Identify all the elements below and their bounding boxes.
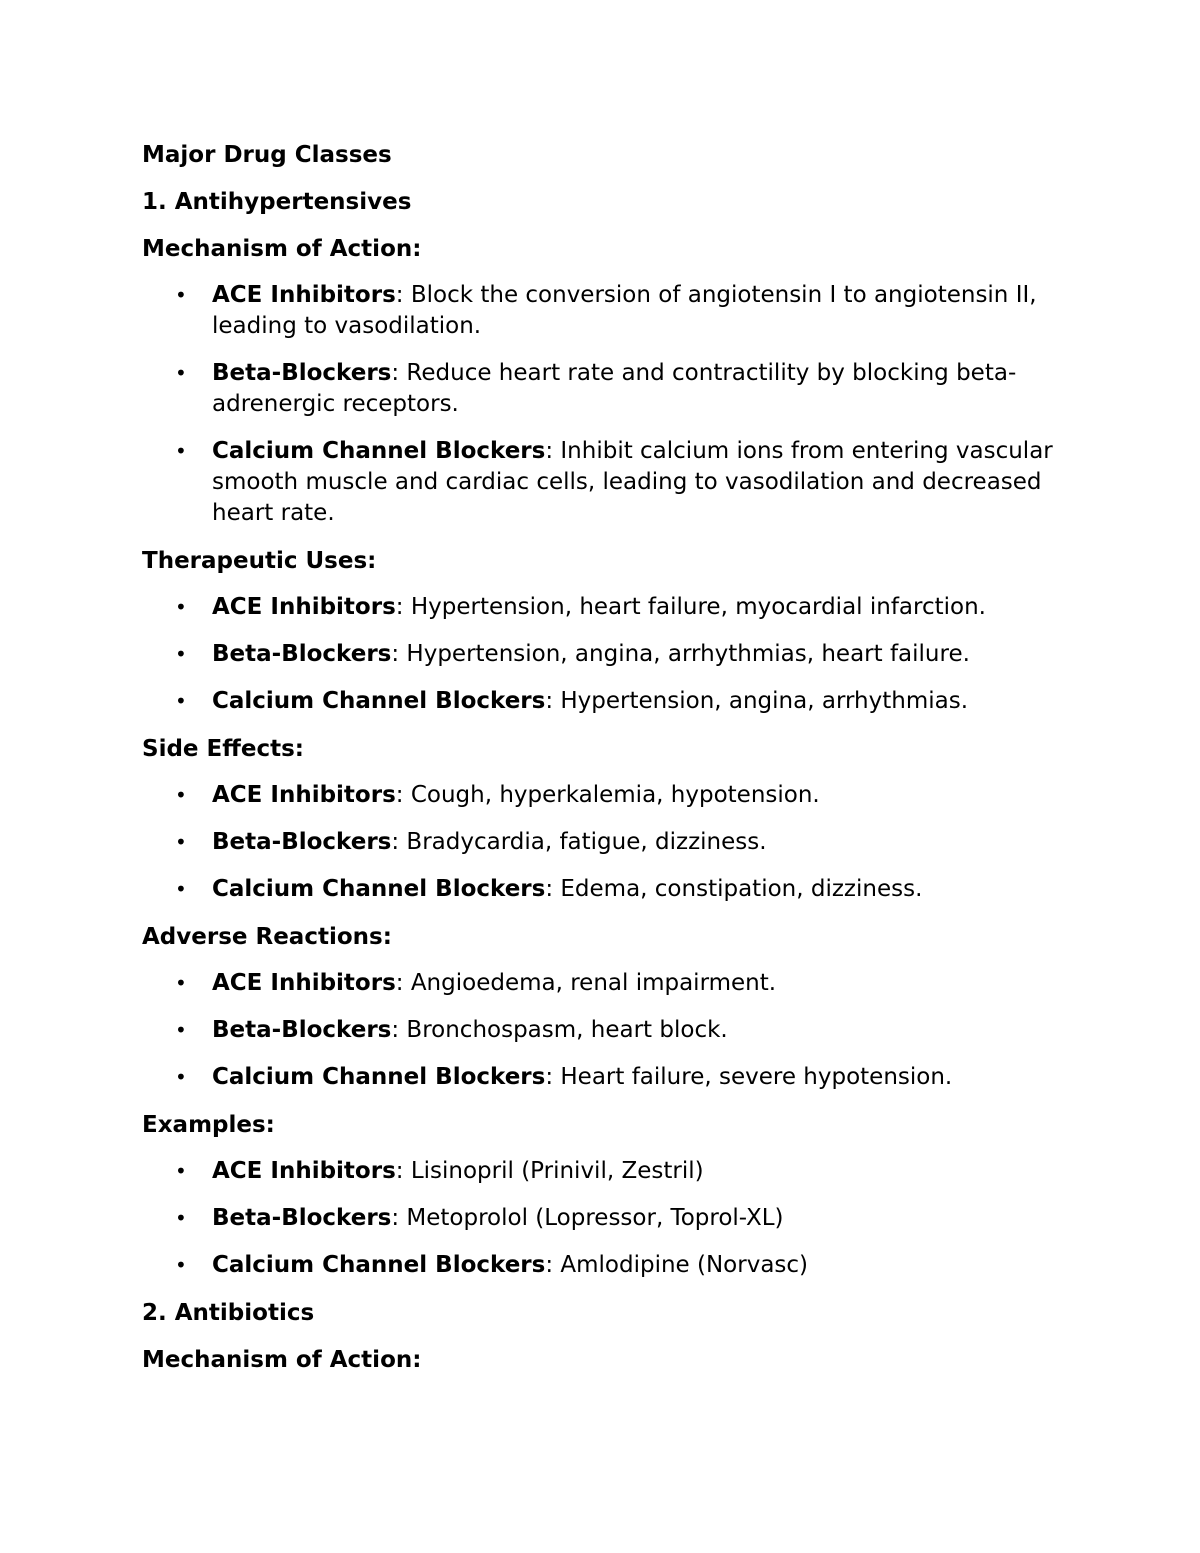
item-text: : Reduce heart rate and contractility by blocking beta-adrenergic receptors. bbox=[212, 360, 1017, 417]
item-text: : Angioedema, renal impairment. bbox=[395, 970, 777, 996]
list-item bbox=[142, 1156, 1072, 1187]
bullet-icon: • bbox=[175, 283, 187, 307]
item-text: : Bronchospasm, heart block. bbox=[391, 1017, 728, 1043]
drug-class-term: Beta-Blockers bbox=[212, 641, 392, 667]
bullet-icon: • bbox=[175, 971, 187, 995]
examples-list bbox=[142, 1156, 1072, 1281]
list-item bbox=[142, 874, 1072, 905]
item-text: : Lisinopril (Prinivil, Zestril) bbox=[395, 1158, 704, 1184]
bullet-icon: • bbox=[175, 1159, 187, 1183]
item-text: : Hypertension, heart failure, myocardial infarction. bbox=[395, 594, 986, 620]
drug-class-term: Beta-Blockers bbox=[212, 360, 392, 386]
subsection-heading-examples: Examples: bbox=[142, 1112, 275, 1138]
bullet-icon: • bbox=[175, 689, 187, 713]
section-heading-antibiotics: 2. Antibiotics bbox=[142, 1300, 315, 1326]
item-text: : Bradycardia, fatigue, dizziness. bbox=[391, 829, 767, 855]
list-item bbox=[142, 1250, 1072, 1281]
drug-class-term: Calcium Channel Blockers bbox=[212, 1252, 546, 1278]
drug-class-term: ACE Inhibitors bbox=[212, 594, 396, 620]
bullet-icon: • bbox=[175, 439, 187, 463]
list-item bbox=[142, 1203, 1072, 1234]
list-item bbox=[142, 780, 1072, 811]
adverse-reactions-list bbox=[142, 968, 1072, 1093]
bullet-icon: • bbox=[175, 1065, 187, 1089]
subsection-heading-adverse-reactions: Adverse Reactions: bbox=[142, 924, 392, 950]
bullet-icon: • bbox=[175, 595, 187, 619]
drug-class-term: Calcium Channel Blockers bbox=[212, 438, 546, 464]
list-item bbox=[142, 968, 1072, 999]
list-item bbox=[142, 686, 1072, 717]
bullet-icon: • bbox=[175, 877, 187, 901]
bullet-icon: • bbox=[175, 1253, 187, 1277]
item-text: : Hypertension, angina, arrhythmias, heart failure. bbox=[391, 641, 970, 667]
drug-class-term: ACE Inhibitors bbox=[212, 970, 396, 996]
subsection-heading-side-effects: Side Effects: bbox=[142, 736, 304, 762]
drug-class-term: ACE Inhibitors bbox=[212, 782, 396, 808]
mechanism-list bbox=[142, 280, 1072, 529]
item-text: : Hypertension, angina, arrhythmias. bbox=[545, 688, 969, 714]
drug-class-term: ACE Inhibitors bbox=[212, 1158, 396, 1184]
list-item bbox=[142, 358, 1072, 420]
bullet-icon: • bbox=[175, 783, 187, 807]
section-heading-antihypertensives: 1. Antihypertensives bbox=[142, 189, 412, 215]
list-item bbox=[142, 1015, 1072, 1046]
drug-class-term: Calcium Channel Blockers bbox=[212, 1064, 546, 1090]
list-item bbox=[142, 827, 1072, 858]
subsection-heading-mechanism: Mechanism of Action: bbox=[142, 1347, 422, 1373]
item-text: : Block the conversion of angiotensin I to angiotensin II, leading to vasodilation. bbox=[212, 282, 1037, 339]
drug-class-term: Beta-Blockers bbox=[212, 829, 392, 855]
drug-class-term: Beta-Blockers bbox=[212, 1017, 392, 1043]
drug-class-term: Beta-Blockers bbox=[212, 1205, 392, 1231]
side-effects-list bbox=[142, 780, 1072, 905]
list-item bbox=[142, 436, 1072, 529]
bullet-icon: • bbox=[175, 1018, 187, 1042]
document-page bbox=[142, 139, 1072, 1391]
item-text: : Amlodipine (Norvasc) bbox=[545, 1252, 809, 1278]
bullet-icon: • bbox=[175, 361, 187, 385]
bullet-icon: • bbox=[175, 1206, 187, 1230]
document-title: Major Drug Classes bbox=[142, 142, 392, 168]
subsection-heading-mechanism: Mechanism of Action: bbox=[142, 236, 422, 262]
item-text: : Edema, constipation, dizziness. bbox=[545, 876, 923, 902]
subsection-heading-therapeutic-uses: Therapeutic Uses: bbox=[142, 548, 377, 574]
bullet-icon: • bbox=[175, 642, 187, 666]
list-item bbox=[142, 280, 1072, 342]
item-text: : Metoprolol (Lopressor, Toprol-XL) bbox=[391, 1205, 784, 1231]
list-item bbox=[142, 592, 1072, 623]
item-text: : Cough, hyperkalemia, hypotension. bbox=[395, 782, 820, 808]
item-text: : Inhibit calcium ions from entering vascular smooth muscle and cardiac cells, leading to vasodilation and decreased heart rate. bbox=[212, 438, 1053, 526]
drug-class-term: Calcium Channel Blockers bbox=[212, 876, 546, 902]
list-item bbox=[142, 639, 1072, 670]
list-item bbox=[142, 1062, 1072, 1093]
bullet-icon: • bbox=[175, 830, 187, 854]
drug-class-term: ACE Inhibitors bbox=[212, 282, 396, 308]
item-text: : Heart failure, severe hypotension. bbox=[545, 1064, 953, 1090]
drug-class-term: Calcium Channel Blockers bbox=[212, 688, 546, 714]
therapeutic-uses-list bbox=[142, 592, 1072, 717]
